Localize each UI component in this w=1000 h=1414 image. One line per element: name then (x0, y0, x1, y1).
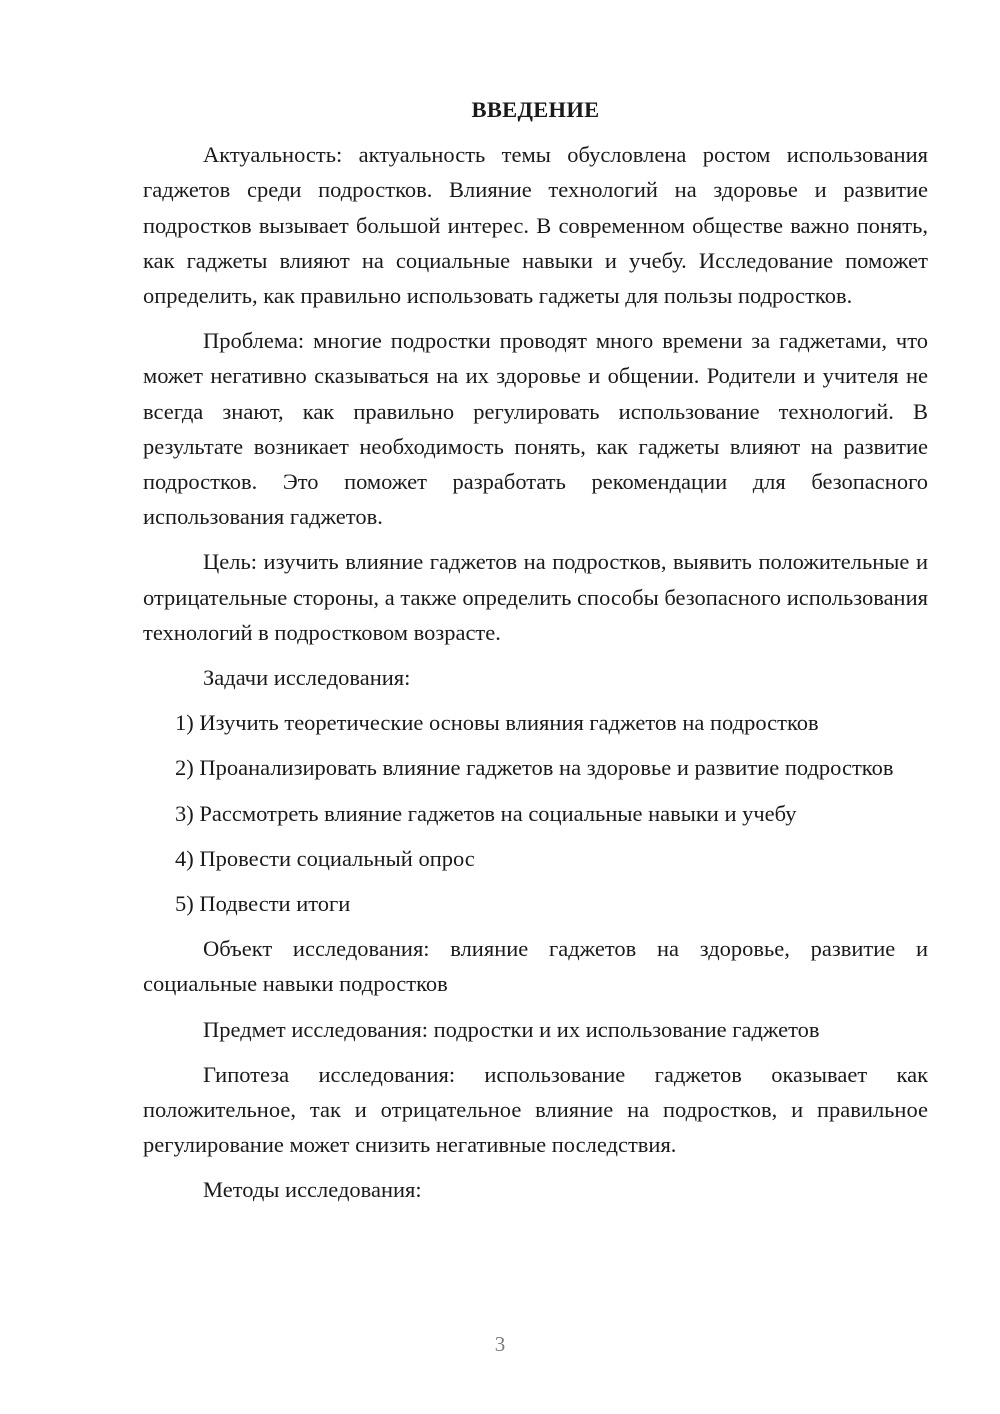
paragraph-problem: Проблема: многие подростки проводят много времени за гаджетами, что может негативно сказываться на их здоровье и общении. Родители и учителя не всегда знают, как правильно регулировать использование технологий. В результате возникает необходимость понять, как гаджеты влияют на развитие подростков. Это поможет разработать рекомендации для безопасного использования гаджетов. (143, 328, 928, 530)
list-item: 5) Подвести итоги (175, 891, 351, 917)
paragraph-hypothesis: Гипотеза исследования: использование гаджетов оказывает как положительное, так и отрицательное влияние на подростков, и правильное регулирование может снизить негативные последствия. (143, 1061, 928, 1158)
paragraph-tasks-heading: Задачи исследования: (203, 665, 411, 691)
list-item: 1) Изучить теоретические основы влияния гаджетов на подростков (175, 710, 819, 736)
paragraph-goal: Цель: изучить влияние гаджетов на подростков, выявить положительные и отрицательные стороны, а также определить способы безопасного использования технологий в подростковом возрасте. (143, 549, 928, 645)
page-number: 3 (494, 1332, 506, 1356)
document-page (143, 92, 928, 1218)
list-item: 4) Провести социальный опрос (175, 845, 475, 871)
paragraph-methods: Методы исследования: (203, 1177, 422, 1203)
list-item: 3) Рассмотреть влияние гаджетов на социальные навыки и учебу (175, 800, 797, 826)
paragraph-relevance: Актуальность: актуальность темы обусловлена ростом использования гаджетов среди подростков. Влияние технологий на здоровье и развитие подростков вызывает большой интерес. В современном обществе важно понять, как гаджеты влияют на социальные навыки и учебу. Исследование поможет определить, как правильно использовать гаджеты для пользы подростков. (143, 142, 928, 309)
section-title: ВВЕДЕНИЕ (471, 97, 600, 122)
paragraph-subject: Предмет исследования: подростки и их использование гаджетов (203, 1016, 820, 1042)
paragraph-object: Объект исследования: влияние гаджетов на здоровье, развитие и социальные навыки подростков (143, 936, 928, 997)
list-item: 2) Проанализировать влияние гаджетов на здоровье и развитие подростков (175, 755, 894, 781)
